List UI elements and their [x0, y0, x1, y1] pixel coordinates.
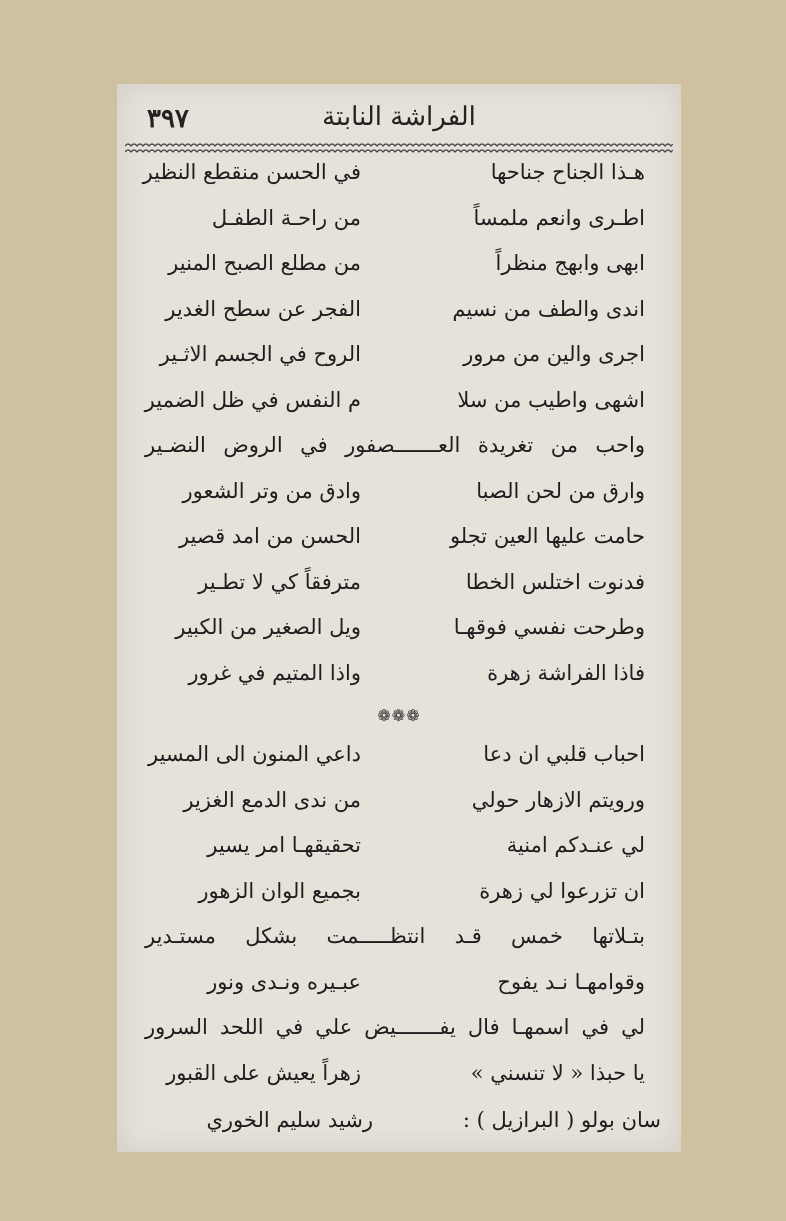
verse-line — [117, 251, 681, 291]
verse-first-hemistich: اشهى واطيب من سلا — [457, 387, 645, 412]
verse-second-hemistich: داعي المنون الى المسير — [148, 742, 361, 766]
verse-first-hemistich: يا حبذا « لا تنسني » — [470, 1060, 645, 1085]
verse-line — [117, 879, 681, 919]
verse-first-hemistich: وطرحت نفسي فوقهـا — [453, 615, 645, 639]
verse-first-hemistich: اطـرى وانعم ملمساً — [473, 205, 645, 230]
verse-line — [117, 615, 681, 655]
verse-first-hemistich: اجرى والين من مرور — [463, 342, 645, 366]
verse-first-hemistich: وارق من لحن الصبا — [476, 478, 645, 503]
verse-second-hemistich: ويل الصغير من الكبير — [175, 615, 361, 639]
verse-line — [117, 570, 681, 610]
signature-line — [117, 1108, 681, 1148]
verse-full-line: واحب من تغريدة العـــــــصفور في الروض النضـير — [145, 433, 645, 457]
verse-line — [117, 970, 681, 1010]
verse-second-hemistich: م النفس في ظل الضمير — [144, 387, 361, 412]
verse-second-hemistich: تحقيقهـا امر يسير — [207, 833, 361, 857]
verse-line — [117, 160, 681, 200]
verse-full-line: بتـلاتها خمس قـد انتظـــــمت بشكل مستـدير — [145, 924, 645, 948]
page-header — [117, 98, 681, 138]
verse-first-hemistich: لي عنـدكم امنية — [506, 833, 645, 857]
signature-place: سان بولو ( البرازيل ) : — [462, 1108, 661, 1132]
verse-line — [117, 661, 681, 701]
verse-first-hemistich: هـذا الجناح جناحها — [490, 160, 645, 184]
verse-line — [117, 1015, 681, 1055]
verse-first-hemistich: فدنوت اختلس الخطا — [465, 569, 645, 594]
section-ornament: ❁❁❁ — [377, 706, 421, 725]
verse-line — [117, 833, 681, 873]
verse-first-hemistich: ابهى وابهج منظراً — [495, 251, 645, 275]
verse-second-hemistich: زهراً يعيش على القبور — [166, 1060, 361, 1085]
verse-line — [117, 788, 681, 828]
verse-first-hemistich: حامت عليها العين تجلو — [449, 524, 645, 548]
verse-second-hemistich: من راحـة الطفـل — [211, 205, 361, 230]
verse-line — [117, 524, 681, 564]
running-title: الفراشة النابتة — [322, 102, 476, 132]
verse-line — [117, 388, 681, 428]
verse-second-hemistich: من ندى الدمع الغزير — [183, 787, 361, 812]
verse-full-line: لي في اسمهـا فال يفـــــــيض علي في اللحد السرور — [145, 1015, 645, 1039]
signature-author: رشيد سليم الخوري — [206, 1108, 373, 1132]
verse-line — [117, 206, 681, 246]
verse-first-hemistich: ان تزرعوا لي زهرة — [479, 878, 645, 903]
verse-second-hemistich: في الحسن منقطع النظير — [142, 160, 361, 184]
verse-first-hemistich: احباب قلبي ان دعا — [483, 742, 645, 766]
verse-first-hemistich: اندى والطف من نسيم — [452, 296, 645, 321]
verse-line — [117, 297, 681, 337]
verse-first-hemistich: ورويتم الازهار حولي — [471, 787, 645, 812]
verse-line — [117, 479, 681, 519]
verse-second-hemistich: مترفقاً كي لا تطـير — [198, 569, 361, 594]
verse-second-hemistich: الحسن من امد قصير — [178, 524, 361, 548]
verse-first-hemistich: فاذا الفراشة زهرة — [487, 660, 645, 685]
verse-second-hemistich: عبـيره ونـدى ونور — [207, 969, 361, 994]
book-page — [117, 84, 681, 1152]
verse-second-hemistich: الروح في الجسم الاثـير — [159, 342, 361, 366]
verse-line — [117, 342, 681, 382]
verse-line — [117, 924, 681, 964]
verse-first-hemistich: وقوامهـا نـد يفوح — [497, 969, 645, 994]
verse-second-hemistich: الفجر عن سطح الغدير — [165, 296, 361, 321]
verse-line — [117, 433, 681, 473]
verse-second-hemistich: من مطلع الصبح المنير — [168, 251, 361, 275]
verse-line — [117, 1061, 681, 1101]
wavy-rule — [125, 142, 673, 156]
verse-second-hemistich: واذا المتيم في غرور — [188, 660, 361, 685]
verse-second-hemistich: وادق من وتر الشعور — [182, 478, 361, 503]
verse-line — [117, 742, 681, 782]
page-number: ٣٩٧ — [147, 104, 189, 134]
verse-second-hemistich: بجميع الوان الزهور — [198, 878, 361, 903]
